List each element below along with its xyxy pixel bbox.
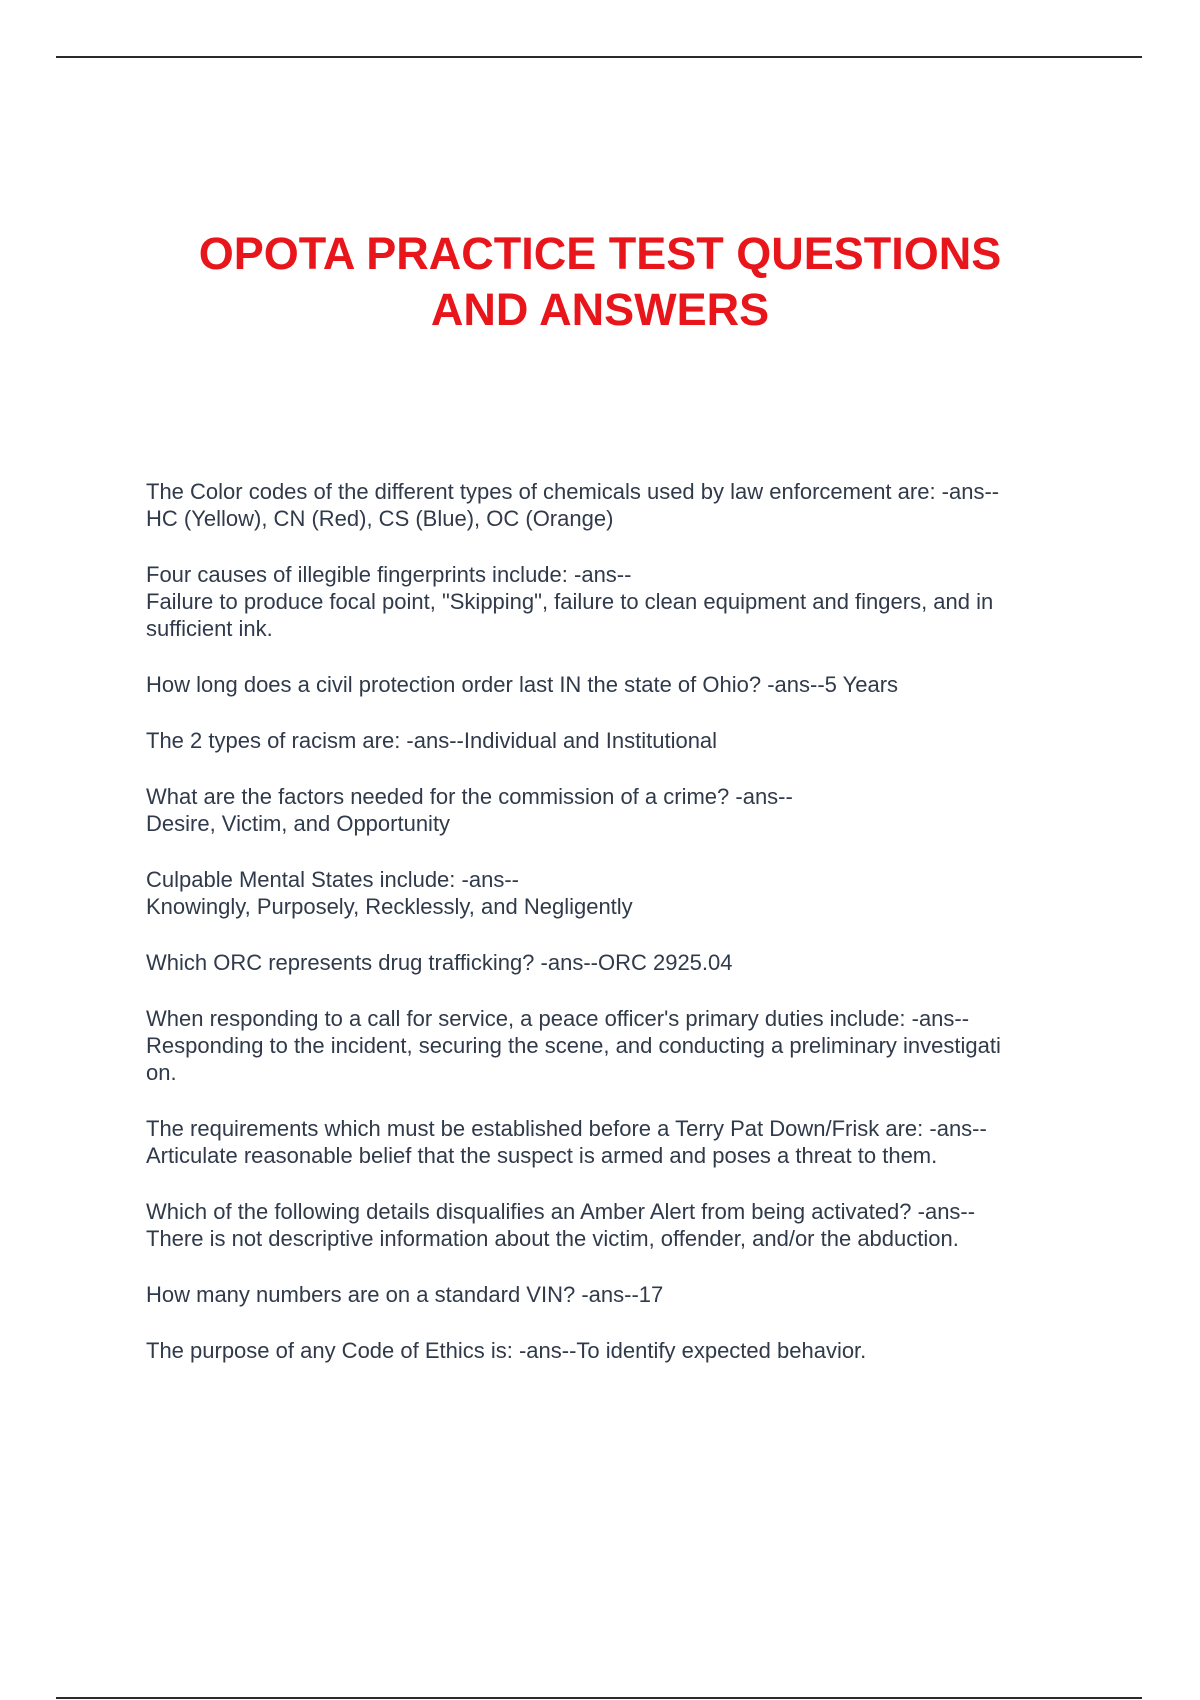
question-answer-line: The 2 types of racism are: -ans--Individual and Institutional [146,728,718,753]
question-answer-line: What are the factors needed for the commission of a crime? -ans-- [146,784,793,809]
question-answer-item [146,727,1096,754]
question-answer-item [146,1198,1096,1252]
question-answer-line: sufficient ink. [146,616,273,641]
question-answer-line: Knowingly, Purposely, Recklessly, and Negligently [146,894,633,919]
question-answer-line: Which of the following details disqualifies an Amber Alert from being activated? -ans-- [146,1199,976,1224]
top-divider [56,56,1142,58]
bottom-divider [56,1697,1142,1699]
question-answer-item [146,1115,1096,1169]
question-answer-line: How many numbers are on a standard VIN? -ans--17 [146,1282,664,1307]
question-answer-item [146,671,1096,698]
question-answer-item [146,1281,1096,1308]
question-answer-line: Responding to the incident, securing the scene, and conducting a preliminary investigati [146,1033,1001,1058]
question-answer-line: Which ORC represents drug trafficking? -ans--ORC 2925.04 [146,950,733,975]
question-answer-line: Culpable Mental States include: -ans-- [146,867,519,892]
question-answer-item [146,1337,1096,1364]
question-answer-line: Desire, Victim, and Opportunity [146,811,451,836]
question-answer-line: How long does a civil protection order last IN the state of Ohio? -ans--5 Years [146,672,899,697]
question-answer-item [146,866,1096,920]
question-answer-item [146,478,1096,532]
question-answer-line: The purpose of any Code of Ethics is: -ans--To identify expected behavior. [146,1338,867,1363]
page-title [60,226,1140,338]
question-answer-list [146,478,1096,1393]
question-answer-line: Failure to produce focal point, "Skipping", failure to clean equipment and fingers, and in [146,589,994,614]
question-answer-line: There is not descriptive information about the victim, offender, and/or the abduction. [146,1226,959,1251]
question-answer-line: HC (Yellow), CN (Red), CS (Blue), OC (Orange) [146,506,614,531]
question-answer-line: The requirements which must be established before a Terry Pat Down/Frisk are: -ans-- [146,1116,987,1141]
page-title-line: AND ANSWERS [430,284,770,335]
question-answer-line: Four causes of illegible fingerprints include: -ans-- [146,562,632,587]
question-answer-item [146,561,1096,642]
question-answer-item [146,1005,1096,1086]
question-answer-line: on. [146,1060,177,1085]
question-answer-item [146,783,1096,837]
question-answer-line: The Color codes of the different types of chemicals used by law enforcement are: -ans-- [146,479,1000,504]
page-title-line: OPOTA PRACTICE TEST QUESTIONS [198,228,1002,279]
question-answer-item [146,949,1096,976]
question-answer-line: When responding to a call for service, a peace officer's primary duties include: -ans-- [146,1006,970,1031]
question-answer-line: Articulate reasonable belief that the suspect is armed and poses a threat to them. [146,1143,938,1168]
